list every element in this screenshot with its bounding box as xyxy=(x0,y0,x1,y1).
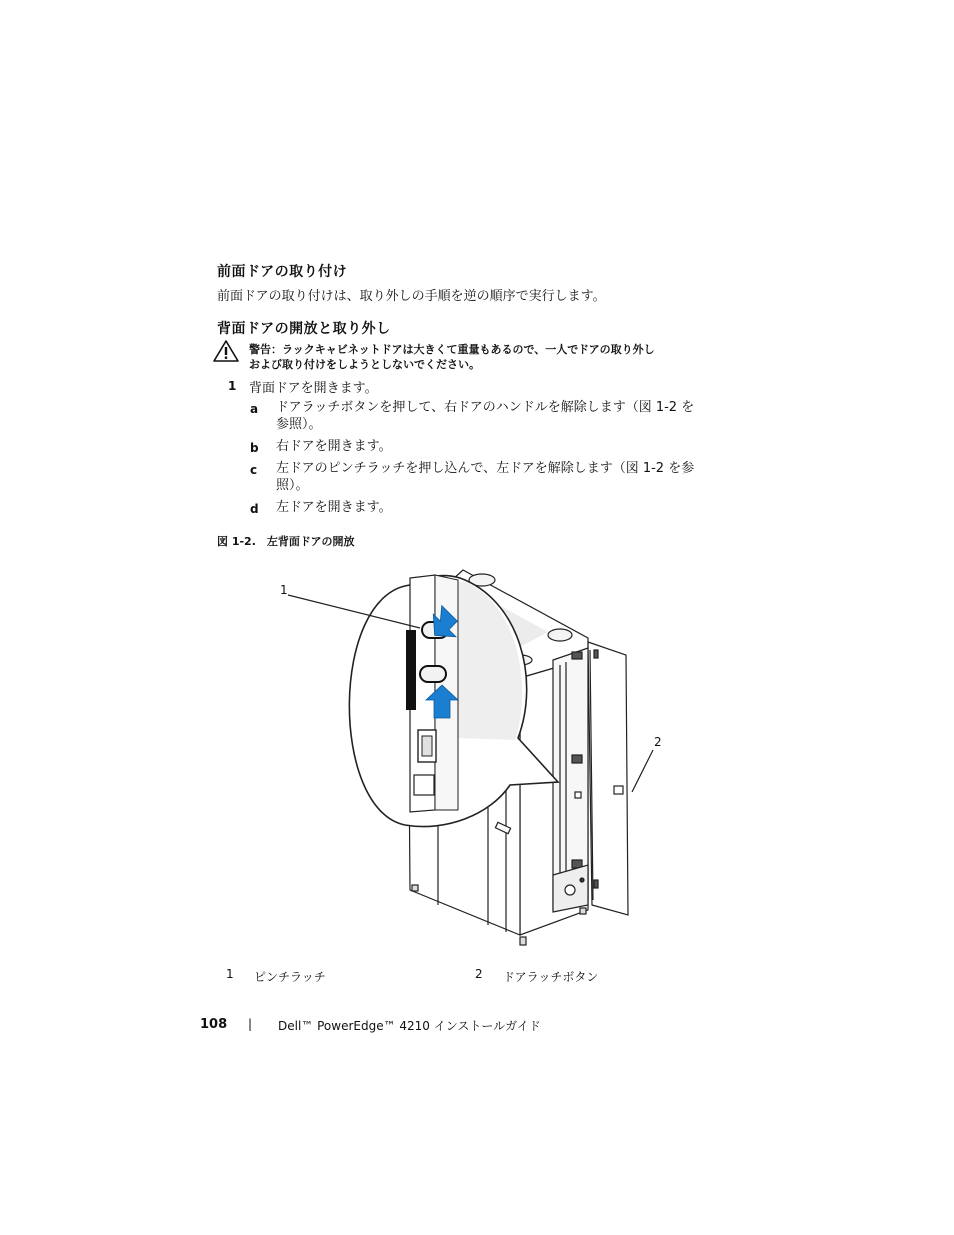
substep-text: 左ドアのピンチラッチを押し込んで、左ドアを解除します（図 1-2 を参 xyxy=(276,461,695,476)
legend-number: 2 xyxy=(475,967,483,981)
substep-text-cont: 参照）。 xyxy=(276,417,322,432)
section-text-front-door: 前面ドアの取り付けは、取り外しの手順を逆の順序で実行します。 xyxy=(217,289,606,304)
footer-separator: | xyxy=(248,1017,253,1031)
substep-text: 左ドアを開きます。 xyxy=(276,500,392,515)
substep-letter: b xyxy=(250,441,259,455)
legend-label: ピンチラッチ xyxy=(254,970,326,984)
page-number: 108 xyxy=(200,1017,228,1032)
section-heading-rear-door: 背面ドアの開放と取り外し xyxy=(217,321,391,337)
figure-caption: 図 1-2. 左背面ドアの開放 xyxy=(217,535,355,548)
substep-letter: a xyxy=(250,402,259,416)
step-text: 背面ドアを開きます。 xyxy=(249,381,378,396)
step-number: 1 xyxy=(228,379,237,393)
warning-text-line1: 警告：ラックキャビネットドアは大きくて重量もあるので、一人でドアの取り外し xyxy=(249,343,655,356)
legend-label: ドアラッチボタン xyxy=(503,970,599,984)
substep-text-cont: 照）。 xyxy=(276,478,309,493)
substep-text: 右ドアを開きます。 xyxy=(276,439,392,454)
warning-icon xyxy=(212,339,240,363)
callout-number: 1 xyxy=(280,583,288,597)
warning-text-line2: および取り付けをしようとしないでください。 xyxy=(249,358,480,371)
legend-number: 1 xyxy=(226,967,234,981)
footer-title: Dell™ PowerEdge™ 4210 インストールガイド xyxy=(278,1019,541,1033)
callout-number: 2 xyxy=(654,735,662,749)
substep-letter: c xyxy=(250,463,258,477)
rack-door-illustration xyxy=(270,560,670,960)
substep-letter: d xyxy=(250,502,259,516)
section-heading-front-door: 前面ドアの取り付け xyxy=(217,264,348,280)
substep-text: ドアラッチボタンを押して、右ドアのハンドルを解除します（図 1-2 を xyxy=(276,400,695,415)
